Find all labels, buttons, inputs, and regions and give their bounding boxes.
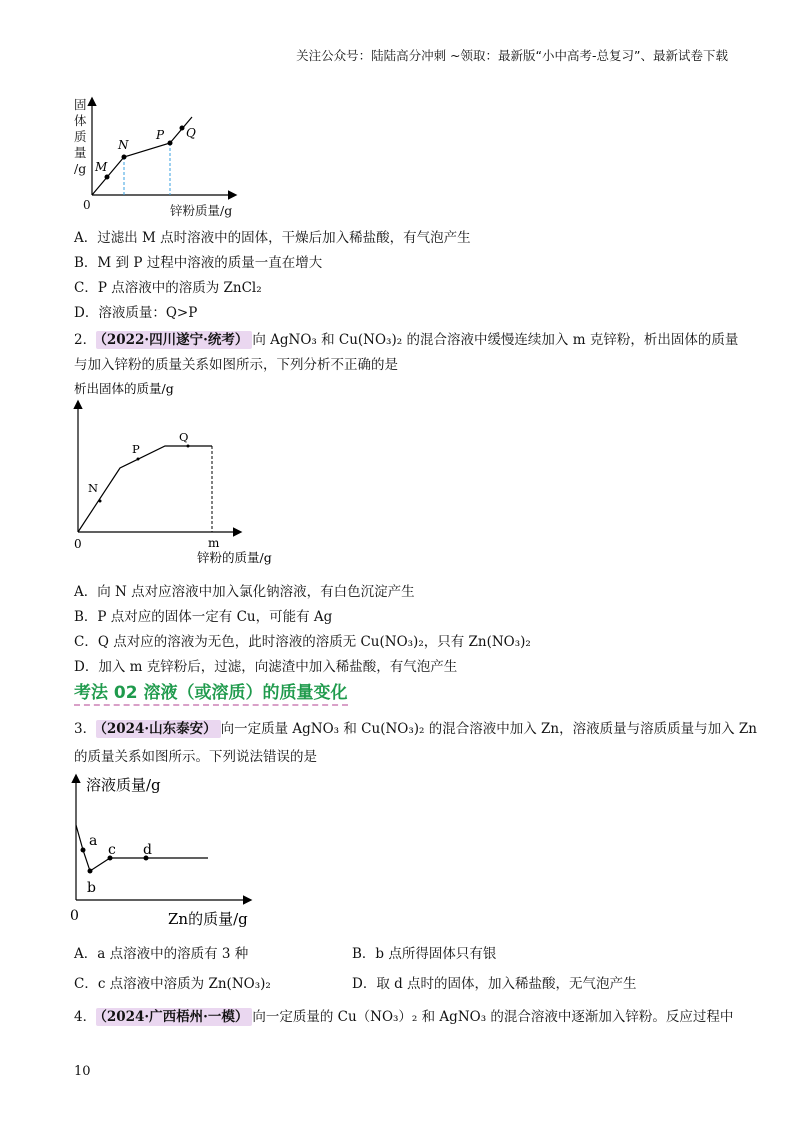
- q3-stem-line1: [74, 717, 757, 737]
- point-a: [81, 848, 86, 853]
- label-q: Q: [179, 430, 189, 444]
- point-n: [122, 155, 127, 160]
- label-n: N: [118, 138, 129, 152]
- q2-option-a: A．向 N 点对应溶液中加入氯化钠溶液，有白色沉淀产生: [74, 584, 415, 600]
- q1-option-c: C．P 点溶液中的溶质为 ZnCl₂: [74, 280, 262, 296]
- label-n: N: [88, 481, 99, 495]
- curve: [92, 117, 192, 195]
- label-a: a: [89, 833, 98, 849]
- q2-option-b: B．P 点对应的固体一定有 Cu，可能有 Ag: [74, 609, 333, 625]
- q4-source-tag: （2024·广西梧州·一模）: [96, 1008, 252, 1026]
- label-p: P: [156, 128, 165, 142]
- label-c: c: [108, 842, 116, 858]
- q2-number: 2．: [74, 332, 97, 348]
- point-p: [137, 458, 140, 461]
- graph1-origin: 0: [83, 198, 91, 212]
- graph3-ylabel: 溶液质量/g: [86, 776, 161, 794]
- q3-source-tag: （2024·山东泰安）: [96, 720, 221, 738]
- page-header: 关注公众号：陆陆高分冲刺 ~领取：最新版“小中高考-总复习”、最新试卷下载: [296, 48, 728, 63]
- q2-source-tag: （2022·四川遂宁·统考）: [96, 331, 252, 349]
- q4-stem-line1: [74, 1005, 733, 1025]
- q2-stem-text: 向 AgNO₃ 和 Cu(NO₃)₂ 的混合溶液中缓慢连续加入 m 克锌粉，析出固体的质量: [252, 332, 739, 348]
- point-q: [180, 126, 185, 131]
- graph3-xlabel: Zn的质量/g: [168, 910, 248, 928]
- solution-mass-graph: [68, 770, 268, 930]
- q3-option-a: A．a 点溶液中的溶质有 3 种: [74, 946, 249, 962]
- label-m: M: [95, 160, 108, 174]
- label-q: Q: [186, 126, 196, 140]
- point-q: [187, 445, 190, 448]
- point-n: [99, 500, 102, 503]
- label-p: P: [132, 442, 140, 456]
- ylabel-char: 固: [74, 97, 87, 112]
- graph1-ylabel: [74, 97, 90, 177]
- section-title: 考法 02 溶液（或溶质）的质量变化: [74, 678, 348, 706]
- q3-number: 3．: [74, 721, 97, 737]
- graph2-xlabel: 锌粉的质量/g: [197, 550, 272, 565]
- q2-stem-line1: [74, 328, 738, 348]
- label-d: d: [143, 842, 152, 858]
- point-p: [168, 141, 173, 146]
- q3-stem-line2: 的质量关系如图所示。下列说法错误的是: [74, 749, 317, 765]
- ylabel-char: /g: [74, 161, 87, 176]
- q4-number: 4．: [74, 1009, 97, 1025]
- label-b: b: [87, 880, 96, 896]
- q1-option-a: A．过滤出 M 点时溶液中的固体，干燥后加入稀盐酸，有气泡产生: [74, 230, 471, 246]
- solid-mass-graph-2: [70, 380, 290, 570]
- ylabel-char: 质: [74, 129, 87, 144]
- q3-option-d: D．取 d 点时的固体，加入稀盐酸，无气泡产生: [352, 976, 637, 992]
- q2-option-d: D．加入 m 克锌粉后，过滤，向滤渣中加入稀盐酸，有气泡产生: [74, 659, 458, 675]
- ylabel-char: 体: [74, 113, 87, 128]
- q3-stem-text: 向一定质量 AgNO₃ 和 Cu(NO₃)₂ 的混合溶液中加入 Zn，溶液质量与溶质质量与加入 Zn: [220, 721, 757, 737]
- q1-option-d: D．溶液质量：Q>P: [74, 305, 198, 321]
- graph2-ylabel: 析出固体的质量/g: [74, 381, 174, 396]
- curve: [78, 446, 212, 532]
- q4-stem-text: 向一定质量的 Cu（NO₃）₂ 和 AgNO₃ 的混合溶液中逐渐加入锌粉。反应过程中: [252, 1009, 734, 1025]
- point-m: [105, 175, 110, 180]
- q2-option-c: C．Q 点对应的溶液为无色，此时溶液的溶质无 Cu(NO₃)₂，只有 Zn(NO₃)₂: [74, 634, 531, 650]
- point-b: [88, 869, 93, 874]
- graph3-origin: 0: [70, 908, 79, 924]
- ylabel-char: 量: [74, 145, 87, 160]
- graph2-m: m: [208, 536, 220, 550]
- q3-option-b: B．b 点所得固体只有银: [352, 946, 497, 962]
- q2-stem-line2: 与加入锌粉的质量关系如图所示，下列分析不正确的是: [74, 357, 398, 373]
- graph1-xlabel: 锌粉质量/g: [170, 203, 233, 218]
- graph2-origin: 0: [74, 537, 82, 551]
- page-number: 10: [74, 1064, 91, 1079]
- q1-option-b: B．M 到 P 过程中溶液的质量一直在增大: [74, 255, 323, 271]
- q3-option-c: C．c 点溶液中溶质为 Zn(NO₃)₂: [74, 976, 271, 992]
